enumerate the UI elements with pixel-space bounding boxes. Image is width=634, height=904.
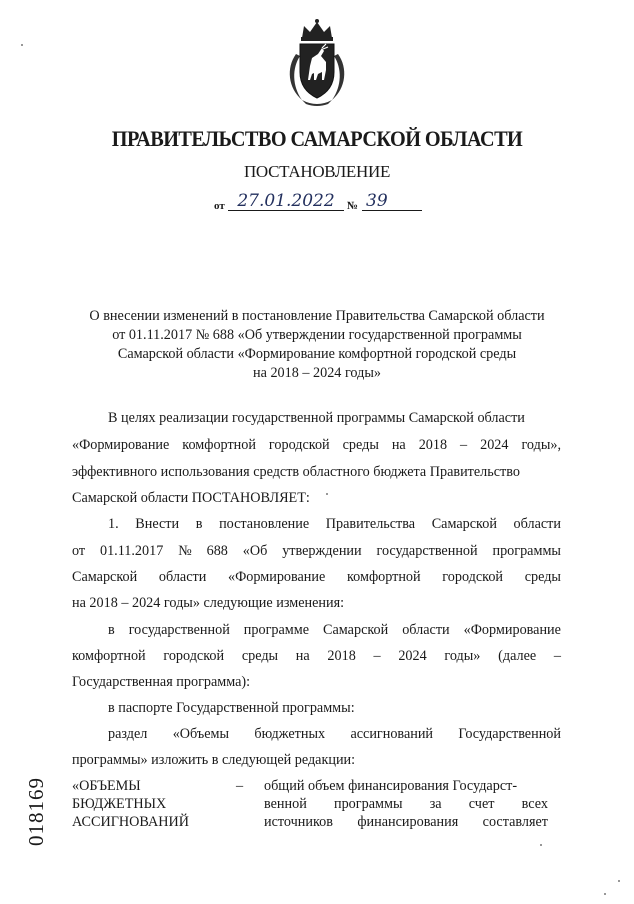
document-type: ПОСТАНОВЛЕНИЕ [243, 162, 391, 181]
subject-line: от 01.11.2017 № 688 «Об утверждении государственной программы [112, 327, 522, 343]
scan-speck [540, 844, 542, 846]
word: комфортной [72, 648, 146, 664]
word: годы», [521, 437, 561, 453]
word: 2018 [418, 437, 448, 453]
word: № [178, 543, 192, 559]
word: программы [334, 796, 403, 812]
word: 1. [108, 516, 119, 532]
handwritten-date: 27.01.2022 [228, 192, 344, 211]
word: годы» [444, 648, 481, 664]
table-left-cell-line: БЮДЖЕТНЫХ [72, 796, 167, 812]
subject-line: на 2018 – 2024 годы» [253, 365, 381, 381]
word: комфортной [182, 437, 256, 453]
word: Правительства [325, 516, 416, 532]
word: бюджетных [254, 726, 326, 742]
word: 688 [206, 543, 228, 559]
body-line: В целях реализации государственной программы Самарской области [108, 410, 525, 426]
word: 2018 [327, 648, 356, 664]
word: «Формирование [463, 622, 561, 638]
table-left-cell-line: АССИГНОВАНИЙ [72, 814, 189, 830]
word: постановление [219, 516, 310, 532]
word: области [513, 516, 561, 532]
word: городской [268, 437, 330, 453]
word: венной [264, 796, 307, 812]
body-line-justified [72, 569, 561, 586]
scan-speck [21, 44, 23, 46]
date-number-line [214, 192, 424, 216]
word: 2024 [398, 648, 427, 664]
samara-coat-of-arms-emblem [282, 18, 352, 108]
table-dash: – [236, 778, 244, 794]
body-line-justified [108, 622, 561, 639]
body-line: на 2018 – 2024 годы» следующие изменения: [72, 595, 345, 611]
word: составляет [482, 814, 548, 830]
body-line: Самарской области ПОСТАНОВЛЯЕТ: [72, 490, 310, 506]
body-line-justified [72, 437, 561, 454]
scan-speck [604, 893, 606, 895]
word: 01.11.2017 [99, 543, 164, 559]
handwritten-number: 39 [362, 192, 422, 211]
word: среды [241, 648, 279, 664]
body-line-justified [72, 543, 561, 560]
word: за [429, 796, 442, 812]
word: источников [264, 814, 333, 830]
word: на [391, 437, 406, 453]
word: городской [442, 569, 504, 585]
date-label: от [214, 200, 225, 212]
body-line: программы» изложить в следующей редакции: [72, 752, 356, 768]
table-left-cell-line: «ОБЪЕМЫ [72, 778, 141, 794]
word: Самарской [323, 622, 389, 638]
word: Внести [135, 516, 180, 532]
word: городской [163, 648, 225, 664]
word: от [72, 543, 86, 559]
serial-number: 018169 [24, 777, 48, 846]
body-line-justified [72, 648, 561, 665]
word: 2024 [480, 437, 509, 453]
word: финансирования [357, 814, 459, 830]
word: утверждении [282, 543, 362, 559]
word: счет [468, 796, 495, 812]
word: – [553, 648, 561, 664]
word: ассигнований [350, 726, 434, 742]
subject-line: Самарской области «Формирование комфортной городской среды [117, 346, 517, 362]
word: «Объемы [172, 726, 230, 742]
subject-line: О внесении изменений в постановление Правительства Самарской области [89, 308, 545, 324]
word: – [373, 648, 381, 664]
table-right-cell-line [264, 796, 548, 813]
body-line-justified [108, 726, 561, 743]
word: программы [492, 543, 561, 559]
word: среды [342, 437, 379, 453]
word: государственной [376, 543, 478, 559]
decree-subject [60, 307, 574, 383]
word: Самарской [431, 516, 497, 532]
body-line: в паспорте Государственной программы: [108, 700, 355, 716]
government-title: ПРАВИТЕЛЬСТВО САМАРСКОЙ ОБЛАСТИ [111, 126, 523, 151]
word: государственной [128, 622, 230, 638]
word: всех [521, 796, 548, 812]
table-right-cell-line: общий объем финансирования Государст- [264, 778, 518, 794]
word: Государственной [458, 726, 561, 742]
word: программе [243, 622, 310, 638]
word: в [108, 622, 115, 638]
word: «Формирование [72, 437, 170, 453]
word: «Об [242, 543, 268, 559]
word: на [295, 648, 310, 664]
word: (далее [498, 648, 537, 664]
scan-speck [618, 880, 620, 882]
word: Самарской [72, 569, 138, 585]
word: области [158, 569, 207, 585]
word: среды [524, 569, 561, 585]
table-right-cell-line [264, 814, 548, 831]
word: – [460, 437, 468, 453]
body-line: эффективного использования средств областного бюджета Правительство [72, 464, 520, 480]
word: раздел [108, 726, 148, 742]
word: «Формирование [227, 569, 326, 585]
number-label: № [347, 200, 359, 212]
word: в [195, 516, 203, 532]
body-line-justified [108, 516, 561, 533]
word: области [402, 622, 450, 638]
word: комфортной [346, 569, 421, 585]
body-line: Государственная программа): [72, 674, 251, 690]
scan-speck [326, 493, 328, 495]
